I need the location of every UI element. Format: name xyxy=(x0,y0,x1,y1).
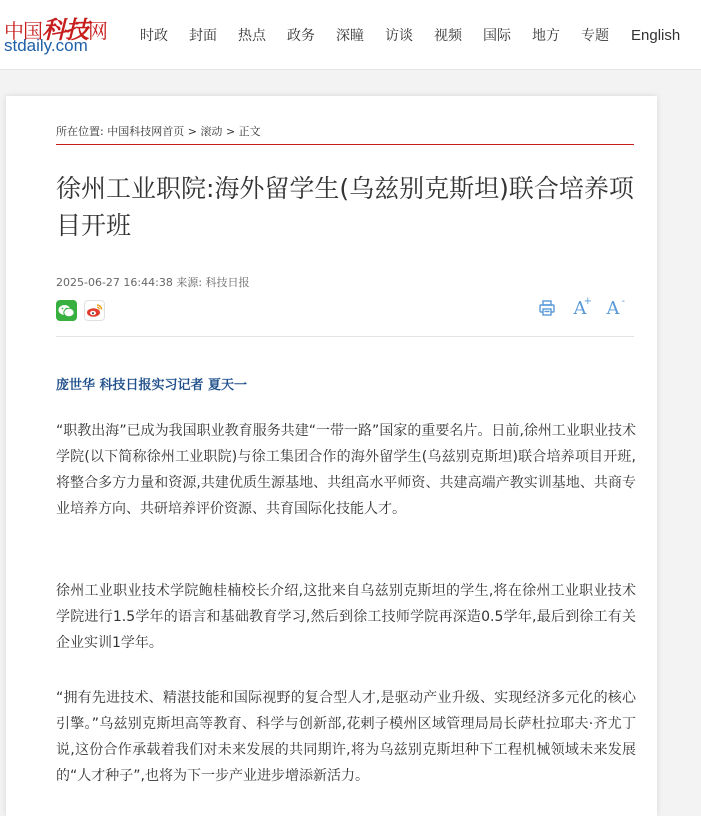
nav-item-zhengwu[interactable]: 政务 xyxy=(287,28,315,44)
source-name: 科技日报 xyxy=(205,276,250,289)
nav-item-guoji[interactable]: 国际 xyxy=(483,28,511,44)
publish-date: 2025-06-27 16:44:38 xyxy=(56,276,173,289)
article-authors: 庞世华 科技日报实习记者 夏天一 xyxy=(56,378,248,393)
breadcrumb-current: 正文 xyxy=(238,125,261,138)
nav-item-shizheng[interactable]: 时政 xyxy=(140,28,168,44)
article-paragraph: “拥有先进技术、精湛技能和国际视野的复合型人才,是驱动产业升级、实现经济多元化的核心引擎。”乌兹别克斯坦高等教育、科学与创新部,花剌子模州区域管理局局长萨杜拉耶夫·齐尤丁说,这份合作承载着我们对未来发展的共同期许,将为乌兹别克斯坦种下工程机械领域未来发展的“人才种子”,也将为下一步产业进步增添新活力。 xyxy=(56,690,636,784)
nav-item-fengmian[interactable]: 封面 xyxy=(189,28,217,44)
nav-item-redian[interactable]: 热点 xyxy=(238,28,266,44)
nav-item-english[interactable]: English xyxy=(631,26,681,44)
article-meta xyxy=(56,274,250,290)
main-nav xyxy=(140,0,701,70)
site-logo[interactable] xyxy=(4,10,114,60)
breadcrumb xyxy=(56,123,261,139)
font-decrease-sign: - xyxy=(621,296,625,307)
wechat-share-icon[interactable] xyxy=(56,300,77,321)
title-divider xyxy=(56,144,634,145)
article-paragraph: “职教出海”已成为我国职业教育服务共建“一带一路”国家的重要名片。日前,徐州工业职业技术学院(以下简称徐州工业职院)与徐工集团合作的海外留学生(乌兹别克斯坦)联合培养项目开班,将整合多方力量和资源,共建优质生源基地、共组高水平师资、共建高端产教实训基地、共商专业培养方向、共研培养评价资源、共育国际化技能人才。 xyxy=(56,423,636,517)
source-label: 来源: xyxy=(176,276,203,289)
article-tools xyxy=(536,297,635,319)
site-header xyxy=(0,0,701,70)
logo-chinese-text: 中国科技网 xyxy=(4,15,107,44)
nav-item-shipin[interactable]: 视频 xyxy=(434,28,462,44)
meta-divider xyxy=(56,336,634,337)
font-increase-button[interactable] xyxy=(569,297,591,319)
font-increase-letter: A xyxy=(573,297,587,319)
nav-item-zhuanti[interactable]: 专题 xyxy=(581,28,609,44)
share-bar xyxy=(56,300,112,321)
weibo-share-icon[interactable] xyxy=(84,300,105,321)
nav-item-shentong[interactable]: 深瞳 xyxy=(336,28,364,44)
article-paragraph: 徐州工业职业技术学院鲍桂楠校长介绍,这批来自乌兹别克斯坦的学生,将在徐州工业职业技术学院进行1.5学年的语言和基础教育学习,然后到徐工技师学院再深造0.5学年,最后到徐工有关企业实训1学年。 xyxy=(56,583,636,651)
breadcrumb-home-link[interactable]: 中国科技网首页 xyxy=(107,125,185,138)
font-decrease-letter: A xyxy=(606,297,620,319)
font-decrease-button[interactable] xyxy=(602,297,624,319)
breadcrumb-prefix: 所在位置: xyxy=(56,125,104,138)
print-icon[interactable] xyxy=(536,297,558,319)
breadcrumb-section-link[interactable]: 滚动 xyxy=(200,125,223,138)
nav-item-fangtan[interactable]: 访谈 xyxy=(385,28,413,44)
breadcrumb-separator: > xyxy=(187,125,197,138)
nav-item-difang[interactable]: 地方 xyxy=(532,28,560,44)
article-title: 徐州工业职院:海外留学生(乌兹别克斯坦)联合培养项目开班 xyxy=(56,174,634,240)
article-card xyxy=(6,96,657,816)
breadcrumb-separator: > xyxy=(225,125,236,138)
font-increase-sign: + xyxy=(583,296,592,307)
logo-domain-text: stdaily.com xyxy=(4,36,88,55)
